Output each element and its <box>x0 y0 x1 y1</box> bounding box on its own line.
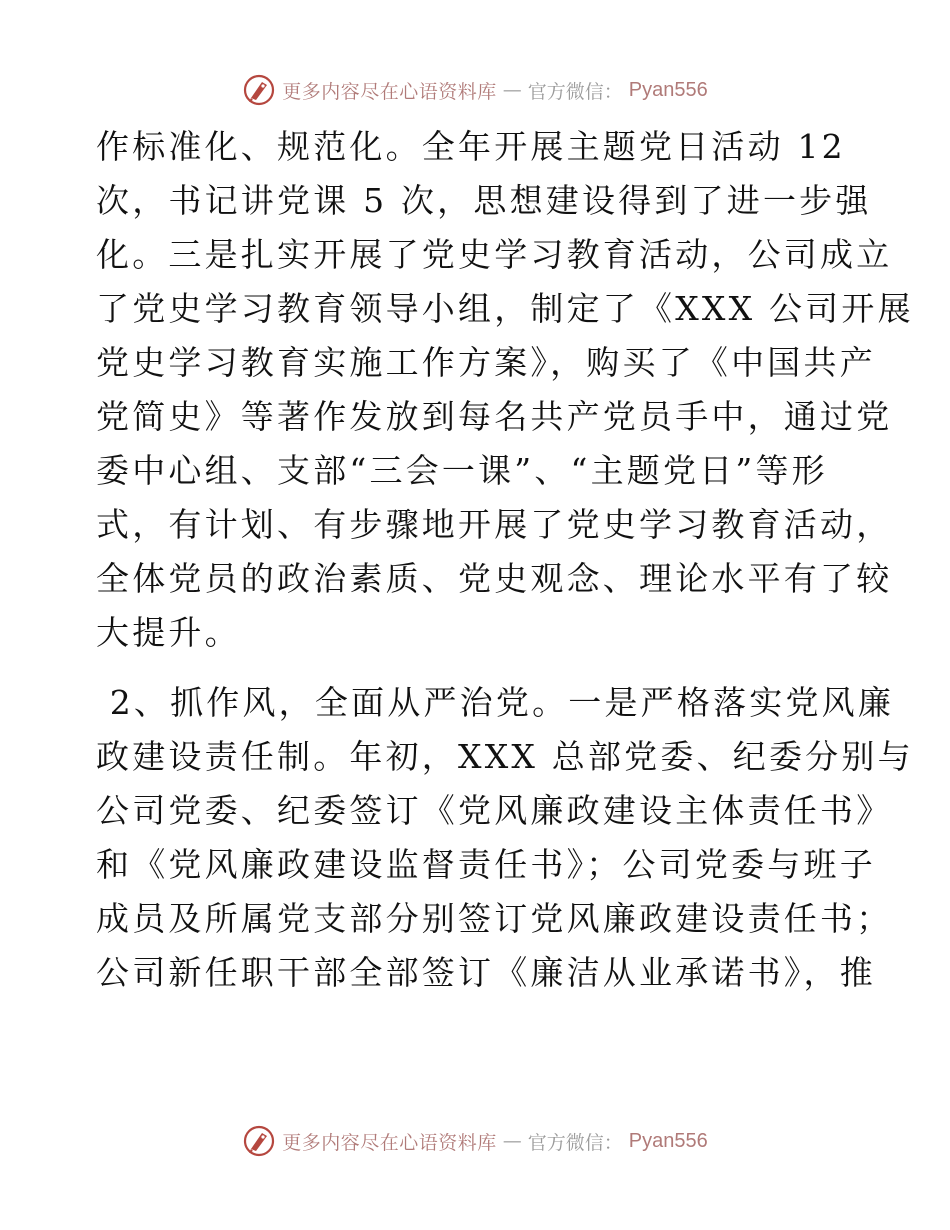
banner-text: 更多内容尽在心语资料库 <box>282 80 497 103</box>
paragraph-1 <box>96 120 914 660</box>
text-line: 委中心组、支部“三会一课”、“主题党日”等形 <box>96 451 828 490</box>
document-body <box>96 120 914 1000</box>
banner-separator: — <box>502 79 522 101</box>
text-line: 成员及所属党支部分别签订党风廉政建设责任书； <box>96 899 893 938</box>
footer-watermark-banner <box>0 1121 950 1161</box>
text-line: 政建设责任制。年初，XXX 总部党委、纪委分别与 <box>96 737 914 776</box>
banner-separator: — <box>502 1130 522 1152</box>
text-line: 2、抓作风，全面从严治党。一是严格落实党风廉 <box>96 683 895 722</box>
text-line: 党简史》等著作发放到每名共产党员手中，通过党 <box>96 397 893 436</box>
paragraph-spacer <box>96 660 856 676</box>
text-line: 化。三是扎实开展了党史学习教育活动，公司成立 <box>96 235 893 274</box>
header-watermark-banner <box>0 70 950 110</box>
text-line: 式，有计划、有步骤地开展了党史学习教育活动， <box>96 505 893 544</box>
banner-text: 更多内容尽在心语资料库 <box>282 1131 497 1154</box>
paragraph-2 <box>96 676 914 1000</box>
text-line: 全体党员的政治素质、党史观念、理论水平有了较 <box>96 559 893 598</box>
text-line: 作标准化、规范化。全年开展主题党日活动 12 <box>96 127 846 166</box>
pen-nib-icon <box>242 1124 276 1158</box>
pen-nib-icon <box>242 73 276 107</box>
banner-wechat-id: Pyan556 <box>628 1129 708 1152</box>
text-line: 和《党风廉政建设监督责任书》；公司党委与班子 <box>96 845 876 884</box>
text-line: 公司党委、纪委签订《党风廉政建设主体责任书》 <box>96 791 893 830</box>
text-line: 次，书记讲党课 5 次，思想建设得到了进一步强 <box>96 181 872 220</box>
banner-wechat-id: Pyan556 <box>628 78 708 101</box>
text-line: 党史学习教育实施工作方案》，购买了《中国共产 <box>96 343 876 382</box>
text-line: 大提升。 <box>96 613 241 652</box>
text-line: 了党史学习教育领导小组，制定了《XXX 公司开展 <box>96 289 914 328</box>
banner-wechat-label: 官方微信： <box>527 80 623 103</box>
banner-wechat-label: 官方微信： <box>527 1131 623 1154</box>
text-line: 公司新任职干部全部签订《廉洁从业承诺书》，推 <box>96 953 876 992</box>
